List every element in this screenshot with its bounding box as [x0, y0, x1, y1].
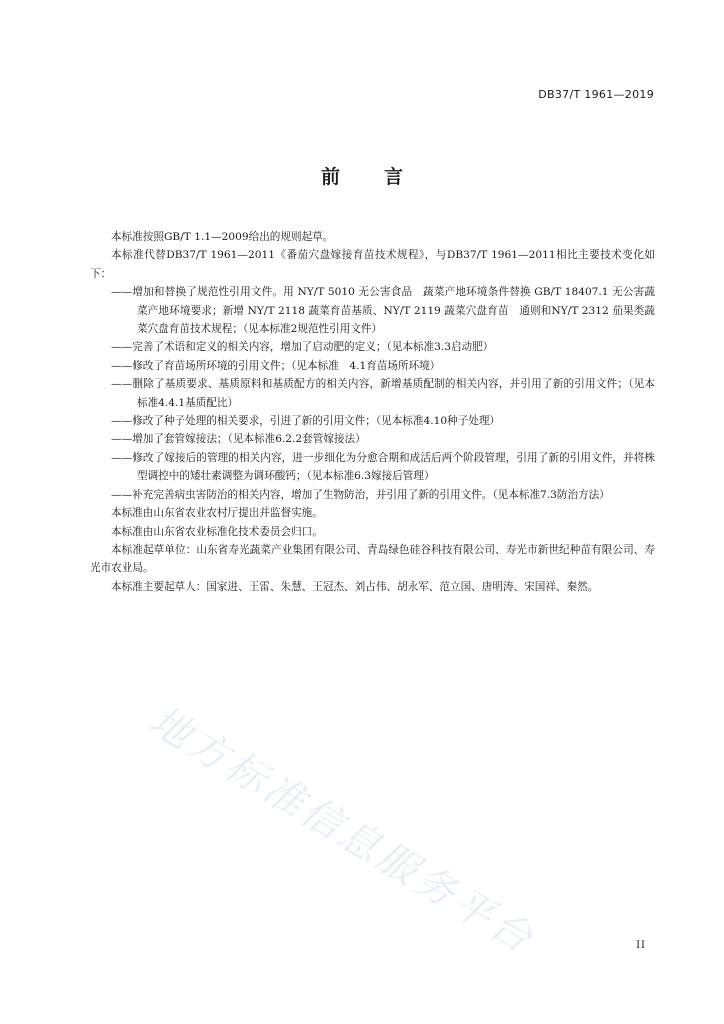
standard-code: DB37/T 1961—2019 [538, 88, 654, 101]
paragraph: 本标准由山东省农业农村厅提出并监督实施。 [111, 507, 323, 520]
change-item: ——修改了嫁接后的管理的相关内容，进一步细化为分愈合期和成活后两个阶段管理，引用了新的引用文件，并将株型调控中的矮壮素调整为调环酸钙；（见本标准6.3嫁接后管理） [111, 451, 655, 483]
paragraph: 本标准由山东省农业标准化技术委员会归口。 [111, 525, 323, 538]
change-item: ——补充完善病虫害防治的相关内容，增加了生物防治，并引用了新的引用文件。（见本标准7.3防治方法） [111, 488, 610, 501]
change-item: ——完善了术语和定义的相关内容，增加了启动肥的定义；（见本标准3.3启动肥） [111, 341, 494, 354]
drafting-units: 本标准起草单位：山东省寿光蔬菜产业集团有限公司、青岛绿色硅谷科技有限公司、寿光市新世纪种苗有限公司、寿光市农业局。 [90, 543, 655, 575]
change-item: ——修改了育苗场所环境的引用文件；（见本标准 4.1育苗场所环境） [111, 359, 441, 372]
change-item: ——删除了基质要求、基质原料和基质配方的相关内容，新增基质配制的相关内容，并引用了新的引用文件；（见本标准4.4.1基质配比） [111, 378, 655, 409]
title-char-2: 言 [384, 166, 404, 188]
foreword-body [90, 228, 655, 596]
change-item: ——增加了套管嫁接法；（见本标准6.2.2套管嫁接法） [111, 433, 366, 446]
drafters: 本标准主要起草人：国家进、王雷、朱慧、王冠杰、刘占伟、胡永军、范立国、唐明涛、宋国祥、秦然。 [111, 580, 599, 593]
title-char-1: 前 [320, 166, 340, 188]
page-title [0, 162, 724, 189]
paragraph: 本标准按照GB/T 1.1—2009给出的规则起草。 [111, 231, 334, 243]
change-item: ——增加和替换了规范性引用文件。用 NY/T 5010 无公害食品 蔬菜产地环境条件替换 GB/T 18407.1 无公害蔬菜产地环境要求；新增 NY/T 2118 蔬菜育苗基质、NY/T 2119 蔬菜穴盘育苗 通则和NY/T 2312 茄果类蔬菜穴盘育苗技术规程；（见本标准2规范性引用文件） [111, 286, 655, 336]
page-number: II [636, 940, 646, 951]
change-item: ——修改了种子处理的相关要求，引进了新的引用文件；（见本标准4.10种子处理） [111, 415, 501, 428]
paragraph: 本标准代替DB37/T 1961—2011《番茄穴盘嫁接育苗技术规程》，与DB37/T 1961—2011相比主要技术变化如下： [90, 249, 655, 280]
watermark: 地方标准信息服务平台 [141, 697, 543, 964]
